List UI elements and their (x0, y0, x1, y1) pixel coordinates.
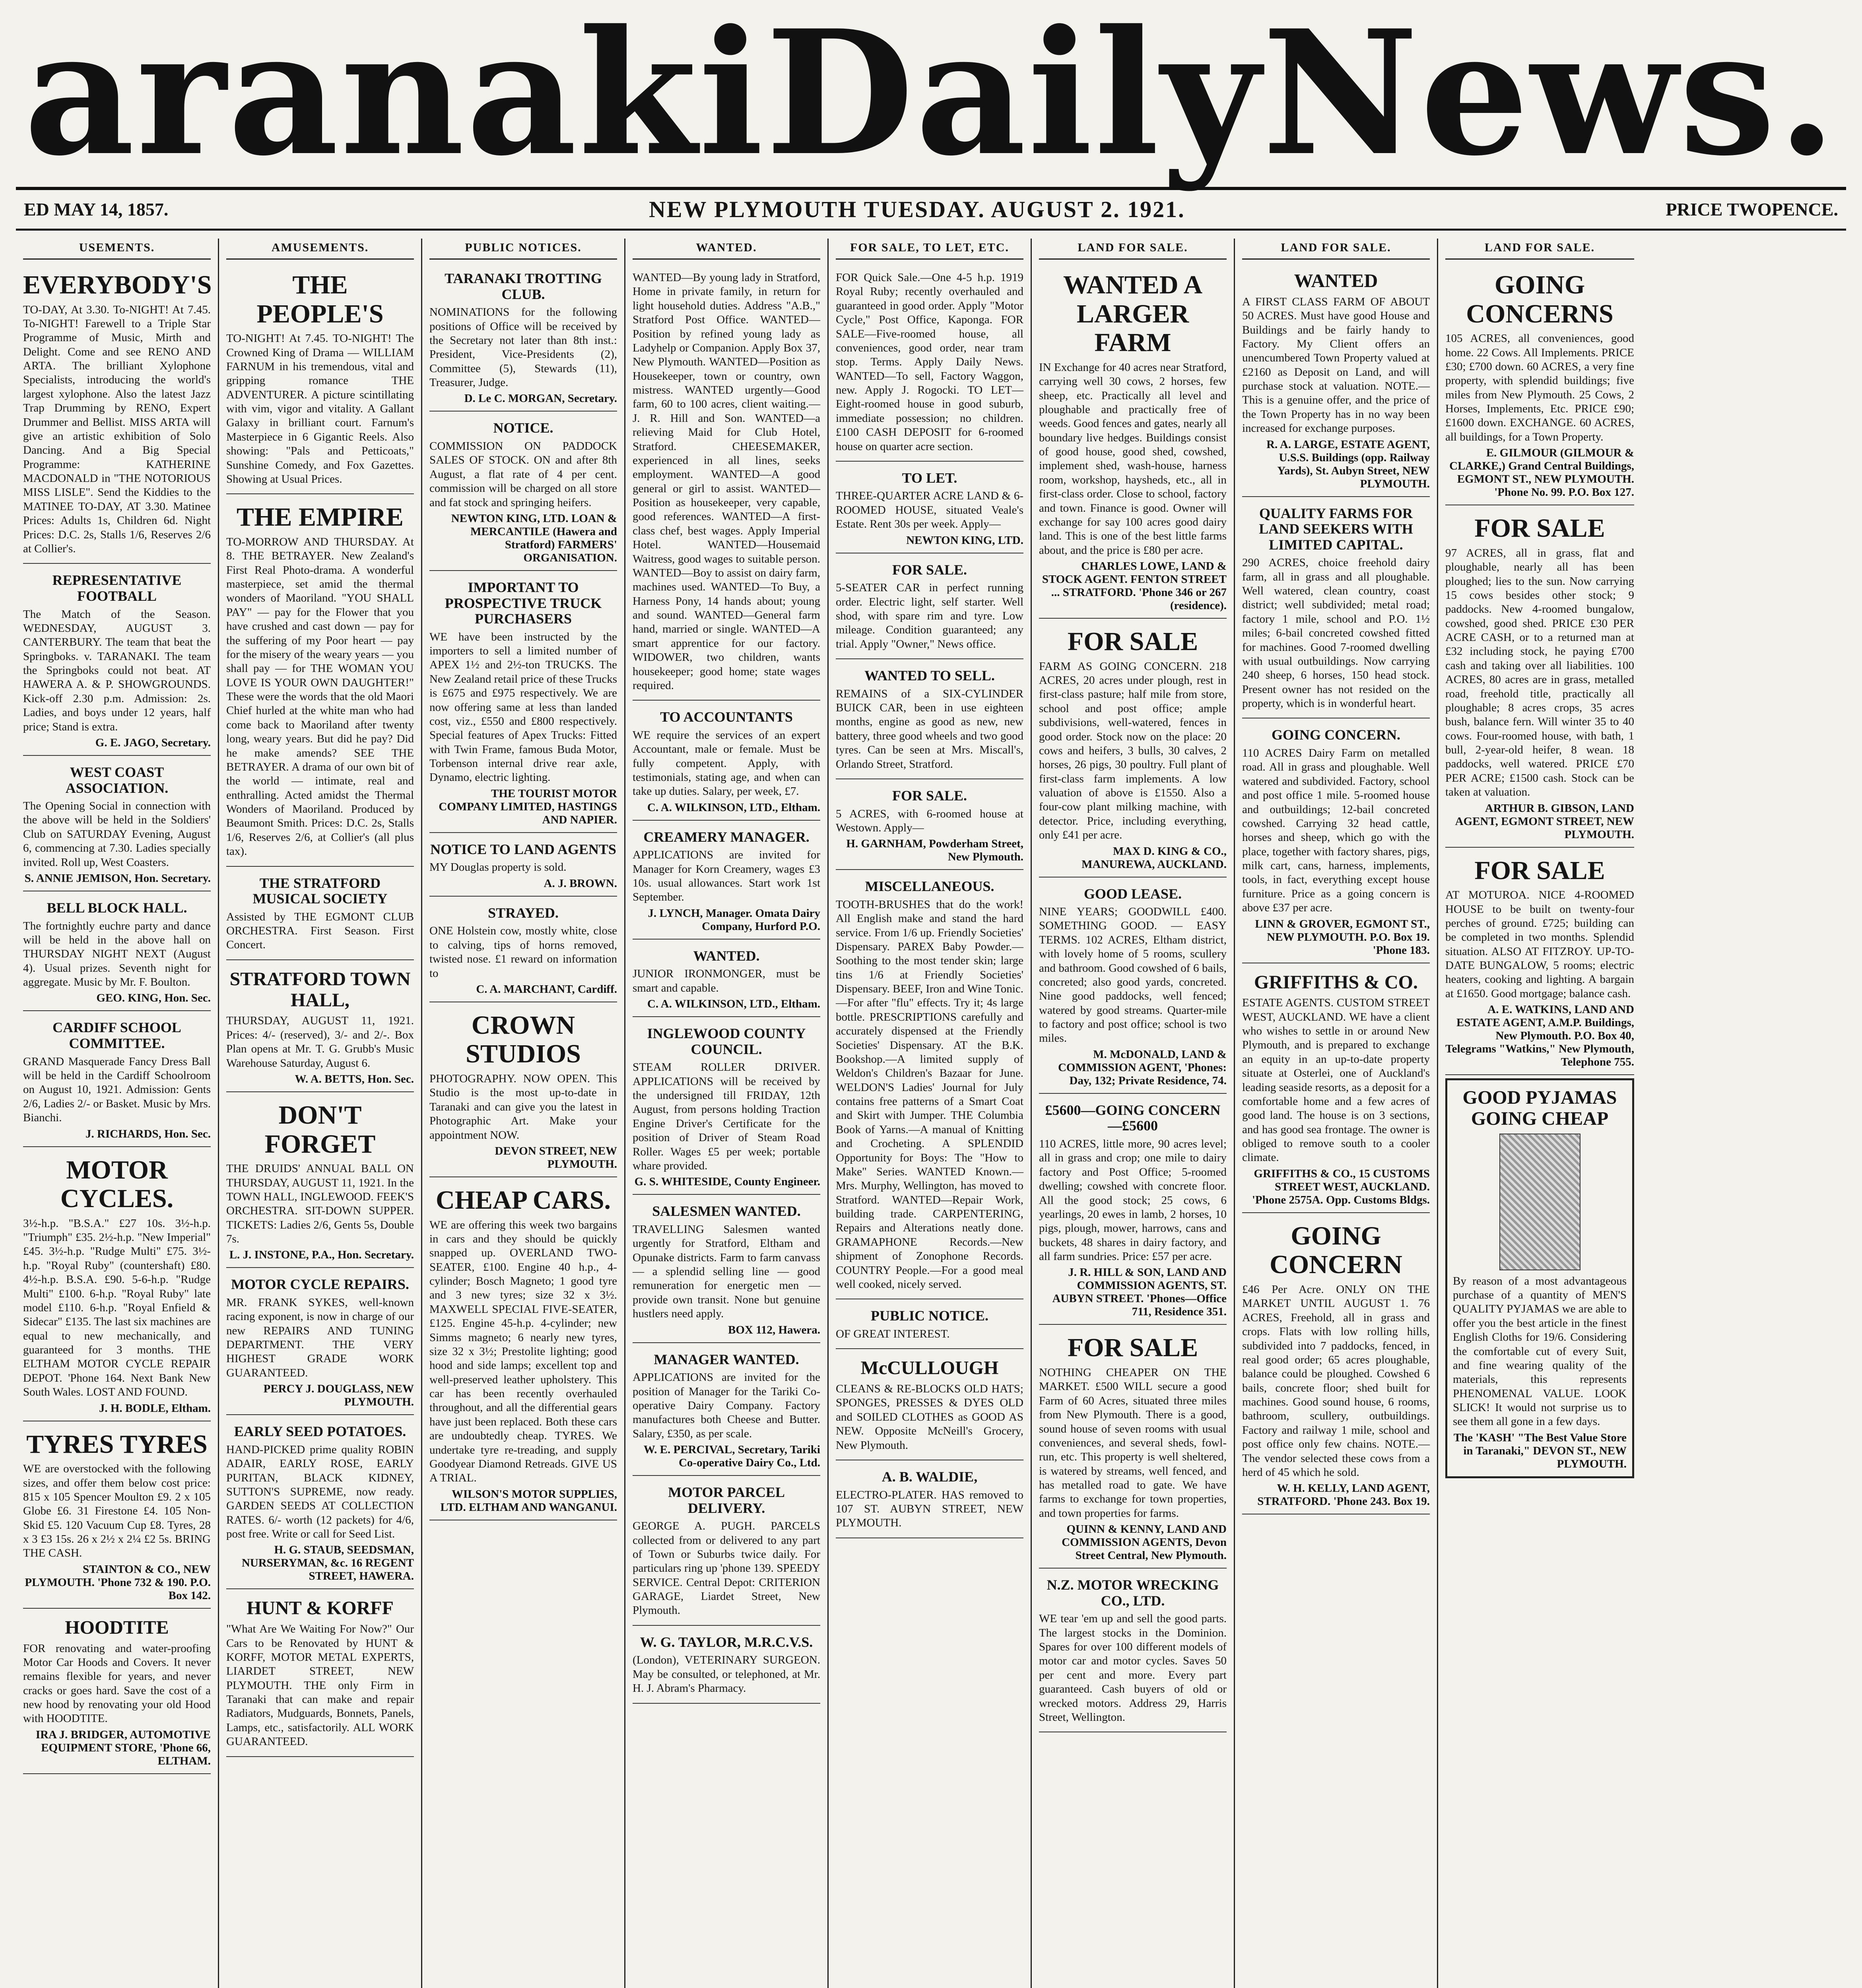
ad-body-text: FARM AS GOING CONCERN. 218 ACRES, 20 acres under plough, rest in first-class pasture; half mile from store, school and post office; ample subdivisions, well-watered, fences in good order. Stock now on the place: 20 cows and heifers, 3 bulls, 30 calves, 2 horses, 26 pigs, 30 poultry. Full plant of first-class farm implements. A low valuation of above is £1550. Also a four-cow plant milking machine, with detector. Price, including everything, only £41 per acre. (1039, 660, 1227, 842)
ad-signature: J. H. BODLE, Eltham. (99, 1402, 211, 1415)
ad-signature: E. GILMOUR (GILMOUR & CLARKE,) Grand Central Buildings, EGMONT ST., NEW PLYMOUTH. 'Phone No. 99. P.O. Box 127. (1449, 447, 1634, 499)
ad-headline: GOOD PYJAMAS GOING CHEAP (1462, 1087, 1617, 1129)
advertisement (836, 265, 1023, 462)
advertisement (23, 759, 211, 891)
ad-signature: WILSON'S MOTOR SUPPLIES, LTD. ELTHAM AND WANGANUI. (440, 1487, 617, 1514)
column-1 (16, 239, 219, 1988)
ad-signature: C. A. WILKINSON, LTD., Eltham. (647, 998, 820, 1011)
ad-body-text: TO-MORROW AND THURSDAY. At 8. THE BETRAYER. New Zealand's First Real Photo-drama. A wonderful masterpiece, set amid the thermal wonders of Maoriland. "YOU SHALL PAY" — pay for the Flower that you have crushed and cast down — pay for the suffering of my Poor heart — pay for the misery of the weary years — you shall pay — for THE WOMAN YOU LOVE IS YOUR OWN DAUGHTER!" These were the words that the old Maori Chief hurled at the white man who had come back to Maoriland after twenty long, weary years. But did he pay? Did he make amends? SEE THE BETRAYER. A drama of our own bit of the world — intimate, real and enthralling. Acted amidst the Thermal Wonders of Maoriland. Produced by Beaumont Smith. Prices: D.C. 2s, Stalls 1/6, Reserves 2/6, at Collier's (all plus tax). (226, 535, 414, 858)
ad-body-text: GEORGE A. PUGH. PARCELS collected from or delivered to any part of Town or Suburbs twice daily. For particulars ring up 'phone 139. SPEEDY SERVICE. Central Depot: CRITERION GARAGE, Liardet Street, New Plymouth. (633, 1520, 820, 1617)
ad-signature: J. R. HILL & SON, LAND AND COMMISSION AGENTS, ST. AUBYN STREET. 'Phones—Office 711, Residence 351. (1052, 1266, 1227, 1318)
ad-body-text: NINE YEARS; GOODWILL £400. SOMETHING GOOD. — EASY TERMS. 102 ACRES, Eltham district, with lovely home of 5 rooms, scullery and bathroom. Good cowshed of 6 bails, concreted; also good yards, concreted. Nine good paddocks, well fenced; watered by good streams. Quarter-mile to factory and post office; school is two miles. (1039, 905, 1227, 1045)
ad-headline: STRATFORD TOWN HALL, (229, 968, 411, 1011)
advertisement (226, 1418, 414, 1589)
ad-body-text: THE DRUIDS' ANNUAL BALL ON THURSDAY, AUGUST 11, 1921. In the TOWN HALL, INGLEWOOD. FEEK'S ORCHESTRA. SIT-DOWN SUPPER. TICKETS: Ladies 2/6, Gents 5s, Double 7s. (226, 1162, 414, 1245)
advertisement (226, 1271, 414, 1415)
ad-signature: NEWTON KING, LTD. (906, 534, 1023, 547)
ad-headline: TYRES TYRES (26, 1429, 208, 1459)
ad-headline: GOING CONCERN. (1271, 727, 1401, 743)
ad-body-text: GRAND Masquerade Fancy Dress Ball will be held in the Cardiff Schoolroom on August 10, 1921. Admission: Gents 2/6, Ladies 2/- or Basket. Music by Mrs. Bianchi. (23, 1055, 211, 1124)
advertisement (1445, 265, 1634, 505)
ad-headline: N.Z. MOTOR WRECKING CO., LTD. (1047, 1577, 1219, 1609)
ad-signature: W. H. KELLY, LAND AGENT, STRATFORD. 'Phone 243. Box 19. (1257, 1482, 1430, 1508)
advertisement (633, 824, 820, 940)
ad-body-text: TO-NIGHT! At 7.45. TO-NIGHT! The Crowned King of Drama — WILLIAM FARNUM in his tremendous, vital and gripping romance THE ADVENTURER. A picture scintillating with vim, vigor and vitality. A Gallant Galaxy in brilliant court. Farnum's Masterpiece in 6 Gigantic Reels. Also showing: "Pals and Petticoats," Sunshine Comedy, and Fox Gazettes. Showing at Usual Prices. (226, 332, 414, 485)
column-8 (1438, 239, 1641, 1988)
ad-signature: H. GARNHAM, Powderham Street, New Plymouth. (846, 837, 1023, 864)
ad-headline: REPRESENTATIVE FOOTBALL (52, 572, 182, 604)
ad-headline: EVERYBODY'S (23, 270, 212, 299)
ad-headline: INGLEWOOD COUNTY COUNCIL. (647, 1025, 806, 1057)
ad-signature: MAX D. KING & CO., MANUREWA, AUCKLAND. (1081, 845, 1227, 871)
ad-body-text: £46 Per Acre. ONLY ON THE MARKET UNTIL AUGUST 1. 76 ACRES, Freehold, all in grass and crops. Flats with low rolling hills, subdivided into 7 paddocks, fenced, in real good order; 65 acres ploughable, balance could be ploughed. Cowshed 6 bails, concrete floor; shed built for machines. Good sound house, 6 rooms, bathroom, scullery, outbuildings. Factory and railway 1 mile, school and post office only few chains. NOTE.—The vendor selected these cows from a herd of 45 which he sold. (1242, 1283, 1430, 1479)
ad-signature: G. E. JAGO, Secretary. (95, 736, 211, 749)
ad-signature: BOX 112, Hawera. (728, 1323, 820, 1336)
ad-headline: THE PEOPLE'S (256, 270, 384, 328)
advertisement (1242, 967, 1430, 1213)
ad-body-text: ESTATE AGENTS. CUSTOM STREET WEST, AUCKLAND. WE have a client who wishes to settle in or around New Plymouth, and is prepared to exchange an equity in an up-to-date property situate at Osterlei, one of Auckland's leading seaside resorts, as a deposit for a comfortable home and a few acres of good land. The house is on 3 sections, and has good sea frontage. The owner is obliged to remove south to a cooler climate. (1242, 996, 1430, 1164)
columns (16, 239, 1846, 1988)
ad-body-text: TO-DAY, At 3.30. To-NIGHT! At 7.45. To-NIGHT! Farewell to a Triple Star Programme of Music, Mirth and Delight. Come and see RENO AND ARTA. The brilliant Xylophone Specialists, introducing the world's largest xylophone. Also the latest Jazz Trap Drumming by RENO, Expert Drummer and Bellist. MISS ARTA will give an artistic exhibition of Solo Dancing. And a Big Special Programme: KATHERINE MACDONALD in "THE NOTORIOUS MISS LISLE". Send the Kiddies to the MATINEE TO-DAY, AT 3.30. Matinee Prices: Adults 1s, Children 6d. Night Prices: D.C. 2s, Stalls 1/6, Reserves 2/6 at Collier's. (23, 303, 211, 555)
advertisement (23, 567, 211, 756)
column-heading: LAND FOR SALE. (1445, 241, 1634, 260)
advertisement (1242, 500, 1430, 719)
ad-headline: GOING CONCERNS (1466, 270, 1613, 328)
ad-headline: £5600—GOING CONCERN—£5600 (1045, 1102, 1221, 1134)
ad-headline: GRIFFITHS & CO. (1254, 971, 1418, 993)
column-heading: LAND FOR SALE. (1039, 241, 1227, 260)
advertisement (23, 1014, 211, 1147)
ad-body-text: HAND-PICKED prime quality ROBIN ADAIR, EARLY ROSE, EARLY PURITAN, BLACK KIDNEY, SUTTON'S SUPREME, now ready. GARDEN SEEDS AT COLLECTION RATES. 6/- worth (12 packets) for 4/6, post free. Write or call for Seed List. (226, 1443, 414, 1541)
ad-headline: CROWN STUDIOS (466, 1010, 581, 1069)
advertisement (226, 265, 414, 494)
ad-signature: A. J. BROWN. (544, 877, 617, 890)
advertisement (1039, 1572, 1227, 1732)
ad-headline: TO LET. (902, 470, 957, 486)
advertisement (23, 265, 211, 564)
ad-headline: FOR SALE. (892, 561, 967, 578)
ad-headline: MANAGER WANTED. (654, 1351, 799, 1367)
ad-headline: GOOD LEASE. (1083, 885, 1182, 902)
ad-body-text: APPLICATIONS are invited for Manager for Korn Creamery, wages £3 10s. usual allowances. Start work 1st September. (633, 848, 820, 904)
column-heading: WANTED. (633, 241, 820, 260)
advertisement (633, 943, 820, 1017)
issue-date: NEW PLYMOUTH TUESDAY. AUGUST 2. 1921. (648, 196, 1185, 222)
ad-headline: WANTED A LARGER FARM (1063, 270, 1203, 357)
advertisement (429, 265, 617, 412)
ad-signature: L. J. INSTONE, P.A., Hon. Secretary. (229, 1248, 414, 1262)
ad-body-text: NOTHING CHEAPER ON THE MARKET. £500 WILL secure a good Farm of 60 Acres, situated three miles from New Plymouth. There is a good, sound house of seven rooms with usual conveniences, and several sheds, fowl-run, etc. This property is well sheltered, is watered by streams, well fenced, and has metalled road to gate. We have farms to exchange for town properties, and town properties for farms. (1039, 1366, 1227, 1520)
ad-body-text: "What Are We Waiting For Now?" Our Cars to be Renovated by HUNT & KORFF, MOTOR METAL EXPERTS, LIARDET STREET, NEW PLYMOUTH. THE only Firm in Taranaki that can make and repair Radiators, Mudguards, Bonnets, Panels, Lamps, etc., satisfactorily. ALL WORK GUARANTEED. (226, 1623, 414, 1748)
advertisement (1445, 509, 1634, 847)
advertisement (633, 1020, 820, 1195)
ad-signature: J. RICHARDS, Hon. Sec. (85, 1127, 211, 1140)
ad-headline: FOR SALE (1067, 1333, 1198, 1363)
ad-body-text: WANTED—By young lady in Stratford, Home in private family, in return for light household duties. Address "A.B.," Stratford Post Office. WANTED—Position by refined young lady as Ladyhelp or Companion. Apply Box 37, New Plymouth. WANTED—Position as Housekeeper, town or country, own mistress. WANTED urgently—Good farm, 60 to 100 acres, client waiting.—J. R. Hill and Son. WANTED—a relieving Maid for Club Hotel, Stratford. CHEESEMAKER, experienced in all lines, seeks employment. WANTED—A good general or girl to assist. WANTED—Position as housekeeper, very capable, good references. WANTED—A first-class chef, best wages. Apply Imperial Hotel. WANTED—Housemaid Waitress, good wages to suitable person. WANTED—Boy to assist on dairy farm, machines used. WANTED—To Buy, a Harness Pony, 14 hands about; young and sound. WANTED—General farm hand, married or single. WANTED—A smart apprentice for our factory. WIDOWER, two children, wants housekeeper; good home; state wages required. (633, 271, 820, 692)
ad-signature: J. LYNCH, Manager. Omata Dairy Company, Hurford P.O. (648, 907, 820, 933)
ad-signature: PERCY J. DOUGLASS, NEW PLYMOUTH. (263, 1382, 414, 1409)
ad-body-text: THURSDAY, AUGUST 11, 1921. Prices: 4/- (reserved), 3/- and 2/-. Box Plan opens at Mr. T. G. Grubb's Music Warehouse Saturday, August 6. (226, 1014, 414, 1070)
ad-headline: DON'T FORGET (264, 1100, 376, 1159)
ad-headline: NOTICE TO LAND AGENTS (430, 841, 616, 857)
ad-signature: GRIFFITHS & CO., 15 CUSTOMS STREET WEST, AUCKLAND. 'Phone 2575A. Opp. Customs Bldgs. (1252, 1167, 1430, 1206)
ad-headline: A. B. WALDIE, (881, 1468, 978, 1485)
advertisement (836, 662, 1023, 779)
ad-signature: DEVON STREET, NEW PLYMOUTH. (495, 1144, 617, 1171)
ad-headline: GOING CONCERN (1270, 1221, 1402, 1279)
ad-signature: R. A. LARGE, ESTATE AGENT, U.S.S. Buildings (opp. Railway Yards), St. Aubyn Street, NEW PLYMOUTH. (1266, 438, 1430, 490)
advertisement (836, 1303, 1023, 1349)
ad-body-text: A FIRST CLASS FARM OF ABOUT 50 ACRES. Must have good House and Buildings and be fairly handy to Factory. My Client offers an unencumbered Town Property valued at £2160 as Deposit on Land, and will purchase stock at valuation. NOTE.—This is a genuine offer, and the price of the Town Property has in no way been increased for exchange purposes. (1242, 295, 1430, 435)
advertisement (23, 1150, 211, 1421)
advertisement (226, 1592, 414, 1757)
ad-body-text: WE tear 'em up and sell the good parts. The largest stocks in the Dominion. Spares for over 100 different models of motor car and motor cycles. Saves 50 per cent and more. Every part guaranteed. Cash buyers of old or wrecked motors. Address 29, Harris Street, Wellington. (1039, 1612, 1227, 1724)
masthead-word-daily: Daily (765, 0, 1262, 194)
column-heading: USEMENTS. (23, 241, 211, 260)
ad-body-text: The Match of the Season. WEDNESDAY, AUGUST 3. CANTERBURY. The team that beat the Springboks. v. TARANAKI. The team the Springboks could not beat. AT HAWERA A. & P. SHOWGROUNDS. Kick-off 2.30 p.m. Admission: 2s. Ladies, and boys under 12 years, half price; Stand is extra. (23, 608, 211, 733)
ad-body-text: PHOTOGRAPHY. NOW OPEN. This Studio is the most up-to-date in Taranaki and can give you the latest in Photographic Art. Make your appointment NOW. (429, 1072, 617, 1142)
advertisement (226, 963, 414, 1092)
ad-headline: NOTICE. (493, 420, 553, 436)
column-heading: PUBLIC NOTICES. (429, 241, 617, 260)
ad-signature: C. A. WILKINSON, LTD., Eltham. (647, 801, 820, 814)
ad-headline: McCULLOUGH (860, 1357, 999, 1379)
ad-body-text: 110 ACRES Dairy Farm on metalled road. All in grass and ploughable. Well watered and subdivided. Factory, school and post office 1 mile. 5-roomed house and outbuildings; 12-bail concreted cowshed. Carrying 32 head cattle, horses and sheep, which go with the place, together with factory shares, pigs, milk cart, cans, harness, implements, tools, in fact, everything except house furniture. Price as a going concern is above £37 per acre. (1242, 747, 1430, 914)
ad-body-text: AT MOTUROA. NICE 4-ROOMED HOUSE to be built on twenty-four perches of ground. £725; building can be completed in two months. Splendid situation. ALSO AT FITZROY. UP-TO-DATE BUNGALOW, 5 rooms; electric heaters, cooking and lighting. A bargain at £1650. Good mortgage; balance cash. (1445, 889, 1634, 1000)
ad-body-text: JUNIOR IRONMONGER, must be smart and capable. (633, 967, 820, 994)
advertisement (1039, 1328, 1227, 1569)
ad-signature: G. S. WHITESIDE, County Engineer. (634, 1175, 820, 1188)
ad-headline: IMPORTANT TO PROSPECTIVE TRUCK PURCHASERS (445, 579, 602, 627)
advertisement (226, 870, 414, 960)
ad-body-text: WE are offering this week two bargains in cars and they should be quickly snapped up. OVERLAND TWO-SEATER, £100. Engine 40 h.p., 4-cylinder; Bosch Magneto; 1 good tyre and 3 new tyres; size 32 x 3½. MAXWELL SPECIAL FIVE-SEATER, £125. Engine 45-h.p. 4-cylinder; new Simms magneto; 6 nearly new tyres, size 32 x 3½; Prestolite lighting; good hood and side lamps; excellent top and well-preserved leather upholstery. This car has been recently overhauled throughout, and all the differential gears have just been replaced. Both these cars are undoubtedly cheap. TYRES. We undertake tyre re-treading, and supply Goodyear Diamond Retreads. GIVE US A TRIAL. (429, 1218, 617, 1485)
ad-signature: CHARLES LOWE, LAND & STOCK AGENT. FENTON STREET ... STRATFORD. 'Phone 346 or 267 (residence). (1042, 560, 1227, 612)
advertisement (836, 1464, 1023, 1538)
advertisement (633, 1629, 820, 1704)
ad-body-text: APPLICATIONS are invited for the position of Manager for the Tariki Co-operative Dairy Company. Factory manufactures both Cheese and Butter. Salary, £350, as per scale. (633, 1371, 820, 1440)
ad-headline: TARANAKI TROTTING CLUB. (445, 270, 602, 302)
ad-signature: S. ANNIE JEMISON, Hon. Secretary. (24, 872, 211, 885)
ad-headline: MOTOR CYCLE REPAIRS. (231, 1276, 409, 1293)
advertisement (1242, 265, 1430, 497)
ad-body-text: FOR renovating and water-proofing Motor Car Hoods and Covers. It never remains flexible for years, and never cracks or goes hard. Save the cost of a new hood by renovating your old Hood with HOODTITE. (23, 1642, 211, 1725)
column-heading: AMUSEMENTS. (226, 241, 414, 260)
ad-signature: LINN & GROVER, EGMONT ST., NEW PLYMOUTH. P.O. Box 19. 'Phone 183. (1255, 917, 1430, 957)
column-3 (422, 239, 625, 1988)
advertisement (23, 1612, 211, 1774)
ad-body-text: Assisted by THE EGMONT CLUB ORCHESTRA. First Season. First Concert. (226, 910, 414, 951)
ad-headline: FOR SALE. (892, 787, 967, 804)
advertisement (226, 1095, 414, 1268)
ad-headline: WEST COAST ASSOCIATION. (65, 764, 169, 796)
ad-body-text: ONE Holstein cow, mostly white, close to calving, tips of horns removed, twisted nose. £1 reward on information to (429, 924, 617, 980)
ad-signature: IRA J. BRIDGER, AUTOMOTIVE EQUIPMENT STORE, 'Phone 66, ELTHAM. (35, 1728, 211, 1767)
advertisement (429, 900, 617, 1002)
advertisement (226, 497, 414, 866)
ad-body-text: THREE-QUARTER ACRE LAND & 6-ROOMED HOUSE, situated Veale's Estate. Rent 30s per week. Apply— (836, 489, 1023, 531)
ad-body-text: TOOTH-BRUSHES that do the work! All English make and stand the hard service. From 1/6 up. Friendly Societies' Dispensary. PAREX Baby Powder.—Soothing to the most tender skin; large tins 1/6 at Friendly Societies' Dispensary. BEEF, Iron and Wine Tonic.—For after "flu" effects. Try it; 4s large bottle. PRESCRIPTIONS carefully and accurately dispensed at the Friendly Societies' Dispensary. AT the B.K. Bookshop.—A limited supply of Weldon's Children's Bazaar for June. WELDON'S Ladies' Journal for July contains free patterns of a Smart Coat and Skirt with Jumper. THE Columbia Book of Yarns.—A manual of Knitting and Crocheting. A SPLENDID Opportunity for Boys: The "How to Make" Series. WANTED Known.—Mrs. Murphy, Wellington, has moved to Stratford. WANTED—Repair Work, building trade. CARPENTERING, Repairs and Alterations neatly done. GRAMAPHONE Records.—New shipment of Zonophone Records. COUNTRY People.—For a good meal well cooked, nicely served. (836, 898, 1023, 1291)
advertisement (429, 1180, 617, 1520)
ad-signature: H. G. STAUB, SEEDSMAN, NURSERYMAN, &c. 16 REGENT STREET, HAWERA. (241, 1543, 414, 1583)
ad-headline: HUNT & KORFF (247, 1598, 394, 1619)
ad-body-text: 105 ACRES, all conveniences, good home. 22 Cows. All Implements. PRICE £30; £700 down. 60 ACRES, a very fine property, with splendid buildings; five miles from New Plymouth. 25 Cows, 2 Horses, Implements, Etc. PRICE £90; £1600 down. EXCHANGE. 60 ACRES, all buildings, for a Town Property. (1445, 332, 1634, 443)
column-5 (829, 239, 1032, 1988)
masthead-word-taranaki: aranaki (24, 0, 765, 194)
advertisement (633, 1198, 820, 1343)
column-heading: FOR SALE, TO LET, ETC. (836, 241, 1023, 260)
ad-body-text: REMAINS of a SIX-CYLINDER BUICK CAR, been in use eighteen months, engine as good as new, new battery, three good wheels and two good tyres. Can be seen at Mrs. Miscall's, Orlando Street, Stratford. (836, 687, 1023, 771)
ad-headline: SALESMEN WANTED. (652, 1203, 801, 1219)
advertisement (1242, 1216, 1430, 1514)
column-heading: LAND FOR SALE. (1242, 241, 1430, 260)
ad-body-text: NOMINATIONS for the following positions of Office will be received by the Secretary not later than 8th inst.: President, Vice-Presidents (2), Committee (5), Stewards (11), Treasurer, Judge. (429, 306, 617, 389)
advertisement (429, 836, 617, 897)
advertisement (836, 557, 1023, 659)
ad-signature: D. Le C. MORGAN, Secretary. (464, 392, 617, 405)
ad-headline: FOR SALE (1474, 514, 1605, 543)
ad-headline: FOR SALE (1067, 627, 1198, 656)
advertisement (836, 873, 1023, 1299)
ad-signature: W. A. BETTS, Hon. Sec. (295, 1072, 414, 1085)
advertisement (429, 415, 617, 571)
advertisement (836, 782, 1023, 870)
ad-body-text: TRAVELLING Salesmen wanted urgently for Stratford, Eltham and Opunake districts. Farm to farm canvass — a splendid selling line — good remuneration for energetic men — provide own transit. None but genuine hustlers need apply. (633, 1223, 820, 1320)
ad-headline: MISCELLANEOUS. (865, 878, 994, 895)
advertisement (429, 1006, 617, 1177)
advertisement (633, 1346, 820, 1476)
advertisement (23, 1425, 211, 1609)
ad-signature: M. McDONALD, LAND & COMMISSION AGENT, 'Phones: Day, 132; Private Residence, 74. (1058, 1048, 1227, 1087)
ad-headline: W. G. TAYLOR, M.R.C.V.S. (640, 1634, 813, 1650)
ad-body-text: MR. FRANK SYKES, well-known racing exponent, is now in charge of our new REPAIRS AND TUNING DEPARTMENT. THE VERY HIGHEST GRADE WORK GUARANTEED. (226, 1296, 414, 1379)
ad-signature: QUINN & KENNY, LAND AND COMMISSION AGENTS, Devon Street Central, New Plymouth. (1062, 1523, 1227, 1562)
ad-headline: THE STRATFORD MUSICAL SOCIETY (252, 875, 388, 907)
ad-body-text: FOR Quick Sale.—One 4-5 h.p. 1919 Royal Ruby; recently overhauled and guaranteed in good order. Apply "Motor Cycle," Post Office, Kaponga. FOR SALE—Five-roomed house, all conveniences, good order, near tram stop. Terms. Apply Daily News. WANTED—To sell, Factory Waggon, new. Apply J. Rogocki. TO LET—Eight-roomed house in good suburb, immediate possession; no children. £100 CASH DEPOSIT for 6-roomed house on quarter acre section. (836, 271, 1023, 453)
ad-body-text: WE require the services of an expert Accountant, male or female. Must be fully competent. Apply, with testimonials, stating age, and when can take up duties. Salary, per week, £7. (633, 728, 820, 798)
ad-headline: STRAYED. (488, 905, 559, 921)
ad-signature: STAINTON & CO., NEW PLYMOUTH. 'Phone 732 & 190. P.O. Box 142. (25, 1563, 211, 1602)
ad-signature: A. E. WATKINS, LAND AND ESTATE AGENT, A.M.P. Buildings, New Plymouth. P.O. Box 40, Telegrams "Watkins," New Plymouth, Telephone 755. (1445, 1003, 1635, 1069)
masthead (16, 0, 1846, 194)
ad-body-text: 290 ACRES, choice freehold dairy farm, all in grass and all ploughable. Well watered, clean country, coast district; well subdivided; metal road; factory 1 mile, school and P.O. 1½ miles; 6-bail concreted cowshed fitted for machines. Good 7-roomed dwelling with usual outbuildings. Now carrying 240 sheep, 6 horses, 150 head stock. Present owner has not resided on the property, which is in wonderful heart. (1242, 556, 1430, 710)
advertisement (633, 704, 820, 820)
ad-signature: NEWTON KING, LTD. LOAN & MERCANTILE (Hawera and Stratford) FARMERS' ORGANISATION. (451, 512, 617, 564)
ad-body-text: The Opening Social in connection with the above will be held in the Soldiers' Club on SATURDAY Evening, August 6, commencing at 7.30. Ladies specially invited. Roll up, West Coasters. (23, 800, 211, 869)
column-7 (1235, 239, 1438, 1988)
ad-body-text: MY Douglas property is sold. (429, 861, 567, 874)
advertisement (836, 1352, 1023, 1460)
ad-headline: PUBLIC NOTICE. (870, 1308, 989, 1324)
ad-body-text: 110 ACRES, little more, 90 acres level; all in grass and crop; one mile to dairy factory and Post Office; 5-roomed dwelling; cowshed with concrete floor. All the good stock; 25 cows, 6 yearlings, 20 ewes in lamb, 2 horses, 10 pigs, plough, mower, harrows, cans and buckets, 48 shares in dairy factory, and all farm sundries. Price: £57 per acre. (1039, 1138, 1227, 1263)
ad-headline: CARDIFF SCHOOL COMMITTEE. (52, 1019, 181, 1052)
ad-signature: The 'KASH' "The Best Value Store in Taranaki," DEVON ST., NEW PLYMOUTH. (1453, 1431, 1627, 1470)
ad-headline: WANTED TO SELL. (864, 668, 995, 684)
advertisement (1039, 265, 1227, 619)
ad-body-text: CLEANS & RE-BLOCKS OLD HATS; SPONGES, PRESSES & DYES OLD and SOILED CLOTHES as GOOD AS NEW. Opposite McNeill's Grocery, New Plymouth. (836, 1382, 1023, 1452)
ad-body-text: By reason of a most advantageous purchase of a quantity of MEN'S QUALITY PYJAMAS we are able to offer you the best article in the finest English Cloths for 19/6. Considering the comfortable cut of every Suit, and fine wearing quality of the materials, this represents PHENOMENAL VALUE. LOOK SLICK! It would not surprise us to see them all gone in a few days. (1453, 1274, 1627, 1428)
ad-body-text: 3½-h.p. "B.S.A." £27 10s. 3½-h.p. "Triumph" £35. 2½-h.p. "New Imperial" £45. 3½-h.p. "Rudge Multi" £75. 3½-h.p. "Royal Ruby" (countershaft) £80. 4½-h.p. B.S.A. £90. 5-6-h.p. "Rudge Multi" £100. 6-h.p. "Royal Ruby" late model £110. 6-h.p. "Royal Enfield & Sidecar" £135. The last six machines are equal to new mechanically, and guaranteed for 3 months. THE ELTHAM MOTOR CYCLE REPAIR DEPOT. 'Phone 164. Next Bank New South Wales. LOST AND FOUND. (23, 1217, 211, 1399)
column-2 (219, 239, 422, 1988)
advertisement (1242, 722, 1430, 963)
ad-body-text: STEAM ROLLER DRIVER. APPLICATIONS will be received by the undersigned till FRIDAY, 12th August, from persons holding Traction Engine Driver's Certificate for the position of Driver of Steam Road Roller. Wages £5 per week; portable whare provided. (633, 1061, 820, 1172)
advertisement (1445, 1078, 1634, 1478)
ad-body-text: 5 ACRES, with 6-roomed house at Westown. Apply— (836, 807, 1023, 834)
ad-headline: TO ACCOUNTANTS (660, 709, 793, 725)
advertisement (633, 1479, 820, 1626)
ad-signature: GEO. KING, Hon. Sec. (96, 992, 211, 1005)
column-6 (1032, 239, 1235, 1988)
ad-body-text: (London), VETERINARY SURGEON. May be consulted, or telephoned, at Mr. H. J. Abram's Pharmacy. (633, 1654, 820, 1695)
ad-headline: WANTED. (693, 947, 760, 964)
advertisement (1039, 1097, 1227, 1325)
ad-headline: THE EMPIRE (237, 503, 404, 532)
advertisement (429, 574, 617, 833)
ad-headline: CREAMERY MANAGER. (643, 829, 810, 845)
ad-body-text: 97 ACRES, all in grass, flat and ploughable, nearly all has been ploughed; lies to the sun. Now carrying 15 cows besides other stock; 9 paddocks. New 4-roomed bungalow, cowshed, good shed. PRICE £30 PER ACRE CASH, or to a returned man at £32 including stock, he paying £700 cash and taking over all liabilities. 100 ACRES, 80 acres are in grass, metalled road, freehold title, practically all ploughable; 8 acres crops, 35 acres bush, balance fern. Will winter 35 to 40 cows. Four-roomed house, with bath, 1 bull, 2-year-old heifer, 8 wean. 18 paddocks, well watered. PRICE £70 PER ACRE; £1500 cash. Stock can be taken at valuation. (1445, 546, 1634, 799)
advertisement (1039, 881, 1227, 1094)
pyjama-figure-illustration (1499, 1134, 1580, 1270)
ad-body-text: OF GREAT INTEREST. (836, 1327, 950, 1340)
ad-headline: MOTOR CYCLES. (60, 1155, 174, 1213)
ad-body-text: WE have been instructed by the importers to sell a limited number of APEX 1½ and 2½-ton TRUCKS. The New Zealand retail price of these Trucks is £675 and £975 respectively. We are now offering same at less than landed cost, viz., £550 and £800 respectively. Special features of Apex Trucks: Fitted with Twin Frame, famous Buda Motor, Torbenson internal drive rear axle, Dynamo, electric lighting. (429, 630, 617, 784)
ad-headline: MOTOR PARCEL DELIVERY. (668, 1484, 785, 1516)
ad-body-text: WE are overstocked with the following sizes, and offer them below cost price: 815 x 105 Spencer Moulton £9. 2 x 105 Globe £6. 31 Firestone £4. 105 Non-Skid £5. 120 Vacuum Cup £8. Tyres, 28 x 3 £3 15s. 26 x 2½ x 2¼ £2 5s. BRING THE CASH. (23, 1462, 211, 1560)
ad-body-text: ELECTRO-PLATER. HAS removed to 107 ST. AUBYN STREET, NEW PLYMOUTH. (836, 1488, 1023, 1530)
established-date: ED MAY 14, 1857. (24, 199, 169, 219)
advertisement (633, 265, 820, 701)
ad-headline: BELL BLOCK HALL. (47, 899, 187, 916)
ad-body-text: 5-SEATER CAR in perfect running order. Electric light, self starter. Well shod, with spare rim and tyre. Low mileage. Condition guaranteed; any trial. Apply "Owner," News office. (836, 581, 1023, 650)
ad-body-text: COMMISSION ON PADDOCK SALES OF STOCK. ON and after 8th August, a flat rate of 4 per cent. commission will be charged on all store and fat stock and springing heifers. (429, 440, 617, 509)
column-4 (625, 239, 829, 1988)
masthead-word-news: News. (1262, 0, 1838, 194)
ad-headline: QUALITY FARMS FOR LAND SEEKERS WITH LIMITED CAPITAL. (1259, 505, 1413, 553)
advertisement (1445, 851, 1634, 1076)
advertisement (836, 465, 1023, 553)
ad-signature: C. A. MARCHANT, Cardiff. (476, 982, 617, 996)
ad-headline: HOODTITE (65, 1617, 169, 1638)
ad-signature: THE TOURIST MOTOR COMPANY LIMITED, HASTINGS AND NAPIER. (439, 787, 617, 826)
advertisement (23, 895, 211, 1011)
price: PRICE TWOPENCE. (1666, 199, 1838, 219)
ad-headline: WANTED (1294, 270, 1378, 291)
ad-headline: CHEAP CARS. (435, 1185, 611, 1215)
ad-signature: ARTHUR B. GIBSON, LAND AGENT, EGMONT STREET, NEW PLYMOUTH. (1455, 802, 1634, 841)
ad-body-text: IN Exchange for 40 acres near Stratford, carrying well 30 cows, 2 horses, few sheep, etc. Practically all level and ploughable and practically free of weeds. Good fences and gates, nearly all boundary live hedges. Buildings consist of good house, good shed, cowshed, implement shed, wash-house, harness room, workshop, haysheds, etc., all in first-class order. Close to school, factory and town. Finance is good. Owner will exchange for say 100 acres good dairy land. This is one of the best little farms about, and the price is £80 per acre. (1039, 361, 1227, 557)
advertisement (1039, 622, 1227, 877)
ad-signature: W. E. PERCIVAL, Secretary, Tariki Co-operative Dairy Co., Ltd. (643, 1443, 820, 1470)
ad-body-text: The fortnightly euchre party and dance will be held in the above hall on THURSDAY NIGHT NEXT (August 4). Usual prizes. Seventh night for aggregate. Music by Mr. F. Boulton. (23, 919, 211, 989)
ad-headline: EARLY SEED POTATOES. (234, 1423, 406, 1440)
ad-headline: FOR SALE (1474, 856, 1605, 885)
